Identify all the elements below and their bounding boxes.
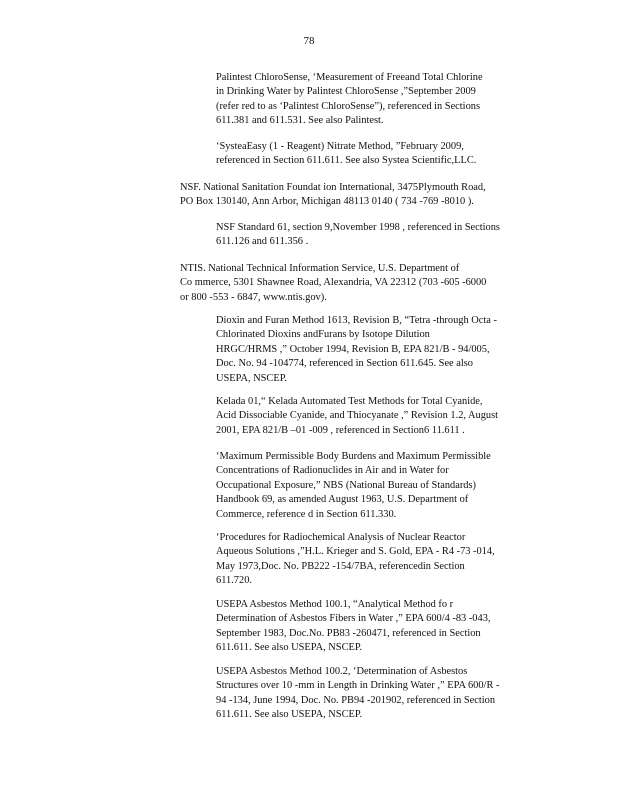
page-number: 78 xyxy=(303,35,315,47)
entry-line: Concentrations of Radionuclides in Air and in Water for xyxy=(216,465,449,477)
entry-line: NSF. National Sanitation Foundat ion International, 3475Plymouth Road, xyxy=(180,182,486,193)
reference-entry xyxy=(216,221,538,250)
reference-entry xyxy=(216,665,538,723)
entry-line: 611.611. See also USEPA, NSCEP. xyxy=(216,642,363,654)
entry-line: ‘SysteaEasy (1 - Reagent) Nitrate Method, ”February 2009, xyxy=(216,141,464,152)
entry-line: 611.720. xyxy=(216,575,252,587)
entry-line: HRGC/HRMS ,” October 1994, Revision B, EPA 821/B - 94/005, xyxy=(216,343,490,355)
entry-line: 2001, EPA 821/B –01 -009 , referenced in Section6 11.611 . xyxy=(216,424,465,436)
organization-entry xyxy=(180,262,528,305)
entry-line: PO Box 130140, Ann Arbor, Michigan 48113 0140 ( 734 -769 -8010 ). xyxy=(180,196,474,208)
reference-entry xyxy=(216,71,538,129)
entry-line: referenced in Section 611.611. See also Systea Scientific,LLC. xyxy=(216,155,477,167)
entry-line: May 1973,Doc. No. PB222 -154/7BA, referencedin Section xyxy=(216,560,465,572)
entry-line: ‘Procedures for Radiochemical Analysis of Nuclear Reactor xyxy=(216,532,466,543)
entry-line: 94 -134, June 1994, Doc. No. PB94 -201902, referenced in Section xyxy=(216,694,496,706)
entry-line: NTIS. National Technical Information Service, U.S. Department of xyxy=(180,263,460,274)
entry-line: Commerce, reference d in Section 611.330. xyxy=(216,508,397,520)
entry-line: Acid Dissociable Cyanide, and Thiocyanate ,” Revision 1.2, August xyxy=(216,410,499,422)
reference-entry xyxy=(216,314,538,386)
reference-entry xyxy=(216,140,538,169)
entry-line: Chlorinated Dioxins andFurans by Isotope Dilution xyxy=(216,329,430,341)
reference-entry xyxy=(216,531,538,589)
entry-line: 611.611. See also USEPA, NSCEP. xyxy=(216,709,363,721)
reference-entry xyxy=(216,598,538,656)
entry-line: Co mmerce, 5301 Shawnee Road, Alexandria, VA 22312 (703 -605 -6000 xyxy=(180,277,487,289)
entry-line: 611.381 and 611.531. See also Palintest. xyxy=(216,115,384,127)
entry-line: Aqueous Solutions ,”H.L. Krieger and S. Gold, EPA - R4 -73 -014, xyxy=(216,546,495,558)
entry-line: or 800 -553 - 6847, www.ntis.gov). xyxy=(180,291,327,303)
entry-line: Dioxin and Furan Method 1613, Revision B, “Tetra -through Octa - xyxy=(216,315,497,326)
entry-line: USEPA Asbestos Method 100.1, “Analytical Method fo r xyxy=(216,599,454,610)
entry-line: Determination of Asbestos Fibers in Water ,” EPA 600/4 -83 -043, xyxy=(216,613,491,625)
entry-line: USEPA, NSCEP. xyxy=(216,372,287,384)
entry-line: Handbook 69, as amended August 1963, U.S. Department of xyxy=(216,494,469,506)
reference-entry xyxy=(216,395,538,438)
reference-entry xyxy=(216,450,538,522)
organization-entry xyxy=(180,181,528,210)
entry-line: in Drinking Water by Palintest ChloroSense ,”September 2009 xyxy=(216,86,476,98)
entry-line: (refer red to as ‘Palintest ChloroSense”), referenced in Sections xyxy=(216,100,480,112)
entry-line: Kelada 01,“ Kelada Automated Test Methods for Total Cyanide, xyxy=(216,396,483,407)
entry-line: NSF Standard 61, section 9,November 1998 , referenced in Sections xyxy=(216,222,500,233)
entry-line: September 1983, Doc.No. PB83 -260471, referenced in Section xyxy=(216,627,481,639)
entry-line: Palintest ChloroSense, ‘Measurement of Freeand Total Chlorine xyxy=(216,72,483,83)
entry-line: Doc. No. 94 -104774, referenced in Section 611.645. See also xyxy=(216,358,474,370)
entry-line: ‘Maximum Permissible Body Burdens and Maximum Permissible xyxy=(216,451,491,462)
entry-line: Structures over 10 -mm in Length in Drinking Water ,” EPA 600/R - xyxy=(216,680,500,692)
entry-line: USEPA Asbestos Method 100.2, ‘Determination of Asbestos xyxy=(216,666,468,677)
entry-line: 611.126 and 611.356 . xyxy=(216,236,309,248)
entry-line: Occupational Exposure,” NBS (National Bureau of Standards) xyxy=(216,479,476,491)
